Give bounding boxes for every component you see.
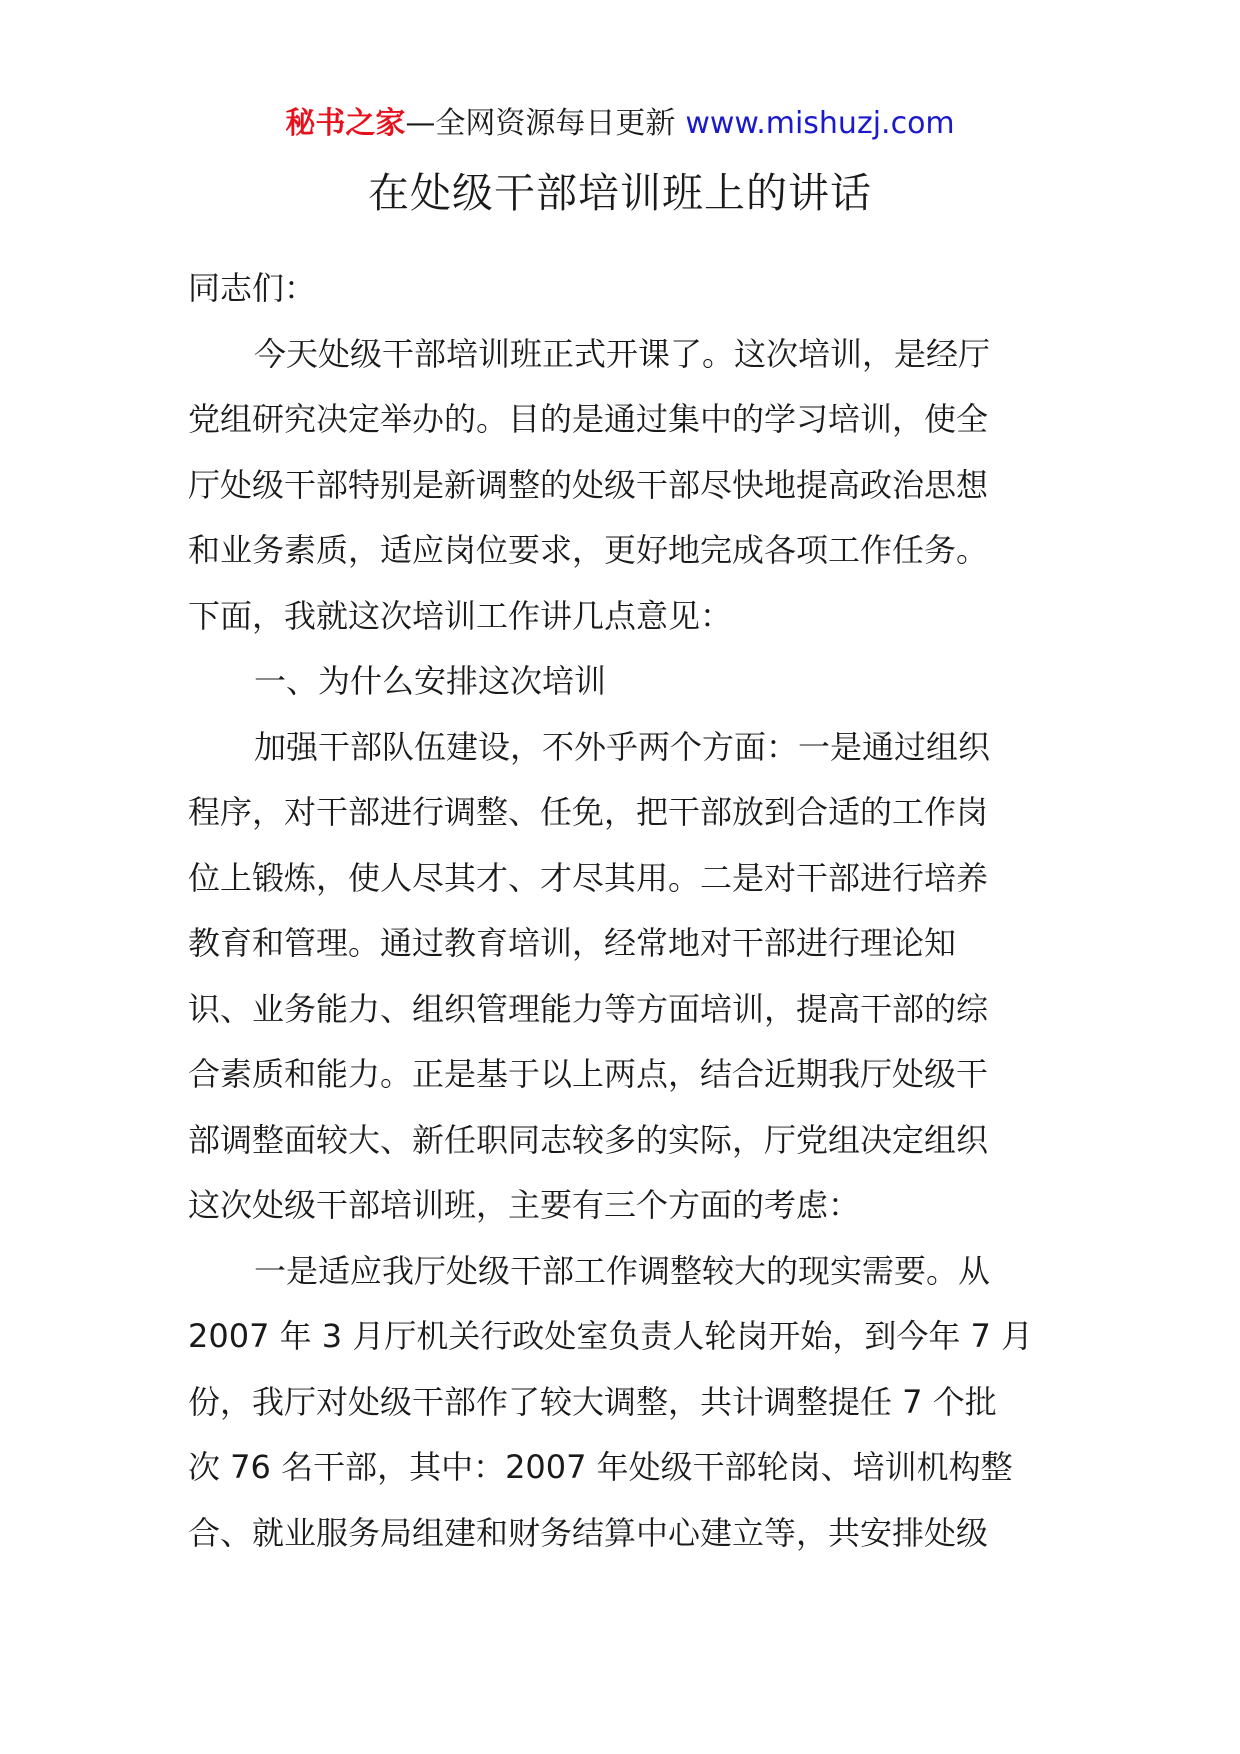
paragraph-line: 次 76 名干部，其中：2007 年处级干部轮岗、培训机构整 [188, 1448, 1013, 1486]
site-tagline: —全网资源每日更新 [405, 106, 676, 141]
paragraph-line: 党组研究决定举办的。目的是通过集中的学习培训，使全 [188, 400, 989, 438]
paragraph-line: 合素质和能力。正是基于以上两点，结合近期我厅处级干 [188, 1055, 989, 1093]
paragraph-line: 今天处级干部培训班正式开课了。这次培训，是经厅 [254, 334, 991, 373]
paragraph-line: 2007 年 3 月厅机关行政处室负责人轮岗开始，到今年 7 月 [188, 1317, 1034, 1355]
paragraph-line: 程序，对干部进行调整、任免，把干部放到合适的工作岗 [188, 793, 989, 831]
paragraph-line: 份，我厅对处级干部作了较大调整，共计调整提任 7 个批 [188, 1382, 997, 1421]
paragraph-line: 位上锻炼，使人尽其才、才尽其用。二是对干部进行培养 [188, 858, 989, 897]
paragraph-line: 合、就业服务局组建和财务结算中心建立等，共安排处级 [188, 1513, 989, 1552]
paragraph-line: 厅处级干部特别是新调整的处级干部尽快地提高政治思想 [188, 465, 989, 504]
paragraph-line: 和业务素质，适应岗位要求，更好地完成各项工作任务。 [188, 531, 989, 569]
paragraph-line: 加强干部队伍建设，不外乎两个方面：一是通过组织 [254, 727, 991, 766]
site-header [0, 104, 1240, 144]
section-heading: 一、为什么安排这次培训 [254, 662, 607, 700]
site-name: 秘书之家 [285, 106, 406, 141]
paragraph-line: 教育和管理。通过教育培训，经常地对干部进行理论知 [188, 924, 957, 962]
paragraph-line: 这次处级干部培训班，主要有三个方面的考虑： [188, 1186, 861, 1224]
document-title: 在处级干部培训班上的讲话 [368, 169, 872, 217]
paragraph-line: 一是适应我厅处级干部工作调整较大的现实需要。从 [254, 1251, 991, 1290]
document-body [188, 256, 1058, 1566]
paragraph-line: 部调整面较大、新任职同志较多的实际，厅党组决定组织 [188, 1120, 989, 1159]
paragraph-line: 下面，我就这次培训工作讲几点意见： [188, 596, 733, 635]
site-url-link[interactable]: www.mishuzj.com [685, 106, 955, 141]
salutation: 同志们： [188, 269, 317, 307]
paragraph-line: 识、业务能力、组织管理能力等方面培训，提高干部的综 [188, 989, 989, 1028]
